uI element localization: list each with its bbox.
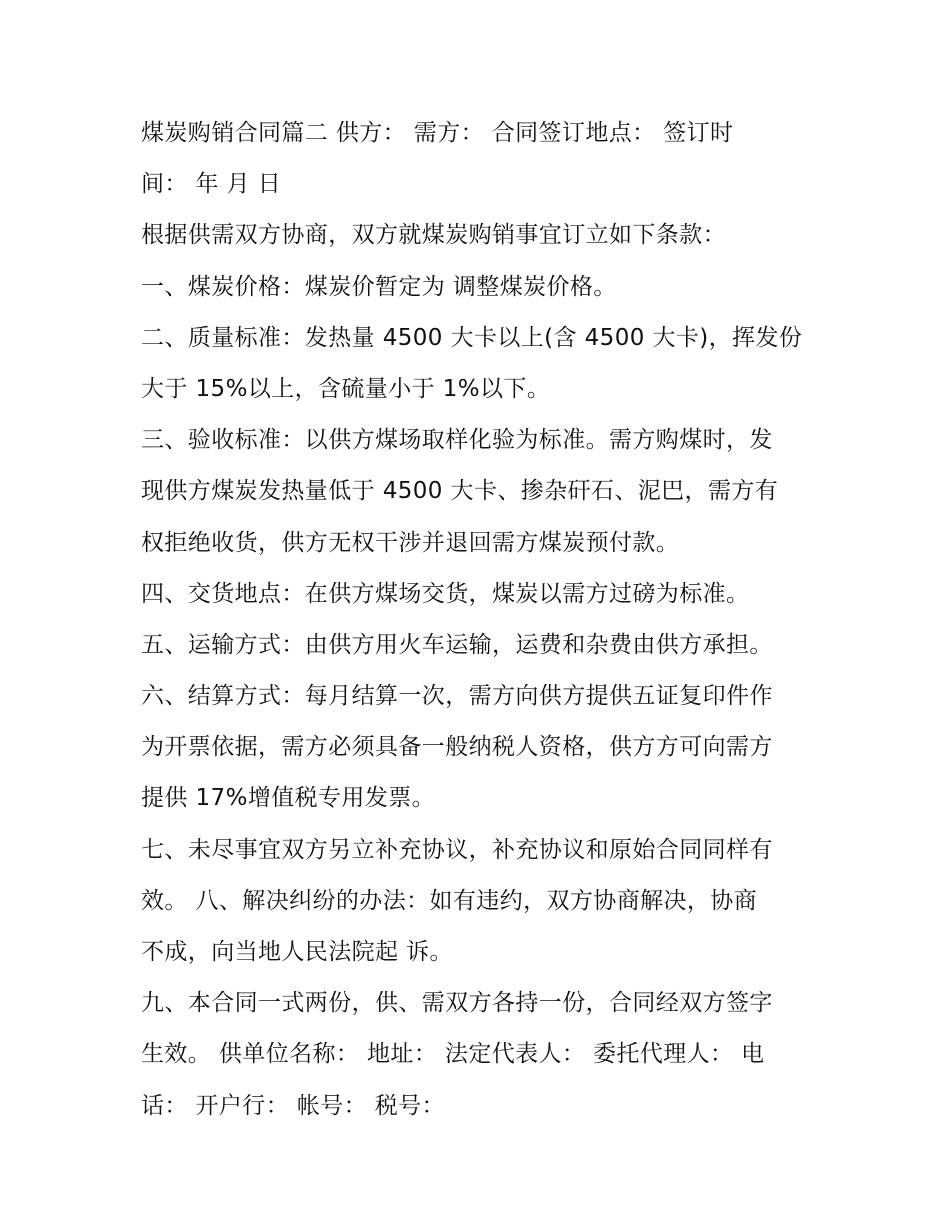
text-line: 根据供需双方协商，双方就煤炭购销事宜订立如下条款：	[141, 222, 726, 249]
text-line: 现供方煤炭发热量低于 4500 大卡、掺杂矸石、泥巴，需方有	[141, 478, 779, 505]
text-line: 二、质量标准：发热量 4500 大卡以上(含 4500 大卡)，挥发份	[141, 324, 803, 351]
text-line: 生效。 供单位名称： 地址： 法定代表人： 委托代理人： 电	[141, 1041, 765, 1068]
text-line: 九、本合同一式两份，供、需双方各持一份，合同经双方签字	[141, 990, 773, 1017]
text-line: 五、运输方式：由供方用火车运输，运费和杂费由供方承担。	[141, 631, 773, 658]
text-line: 七、未尽事宜双方另立补充协议，补充协议和原始合同同样有	[141, 836, 773, 863]
text-line: 煤炭购销合同篇二 供方： 需方： 合同签订地点： 签订时	[141, 120, 734, 146]
text-line: 不成，向当地人民法院起 诉。	[141, 939, 453, 965]
text-line: 效。 八、解决纠纷的办法：如有违约，双方协商解决，协商	[141, 887, 758, 914]
contract-body	[141, 108, 821, 1132]
text-line: 三、验收标准：以供方煤场取样化验为标准。需方购煤时，发	[141, 427, 773, 454]
text-line: 话： 开户行： 帐号： 税号：	[141, 1092, 445, 1119]
text-line: 一、煤炭价格：煤炭价暂定为 调整煤炭价格。	[141, 273, 617, 300]
text-line: 为开票依据，需方必须具备一般纳税人资格，供方方可向需方	[141, 734, 773, 761]
text-line: 提供 17%增值税专用发票。	[141, 785, 436, 812]
text-line: 间： 年 月 日	[141, 171, 282, 198]
text-line: 权拒绝收货，供方无权干涉并退回需方煤炭预付款。	[141, 529, 680, 556]
text-line: 四、交货地点：在供方煤场交货，煤炭以需方过磅为标准。	[141, 580, 750, 607]
text-line: 六、结算方式：每月结算一次，需方向供方提供五证复印件作	[141, 683, 773, 710]
text-line: 大于 15%以上，含硫量小于 1%以下。	[141, 375, 551, 402]
